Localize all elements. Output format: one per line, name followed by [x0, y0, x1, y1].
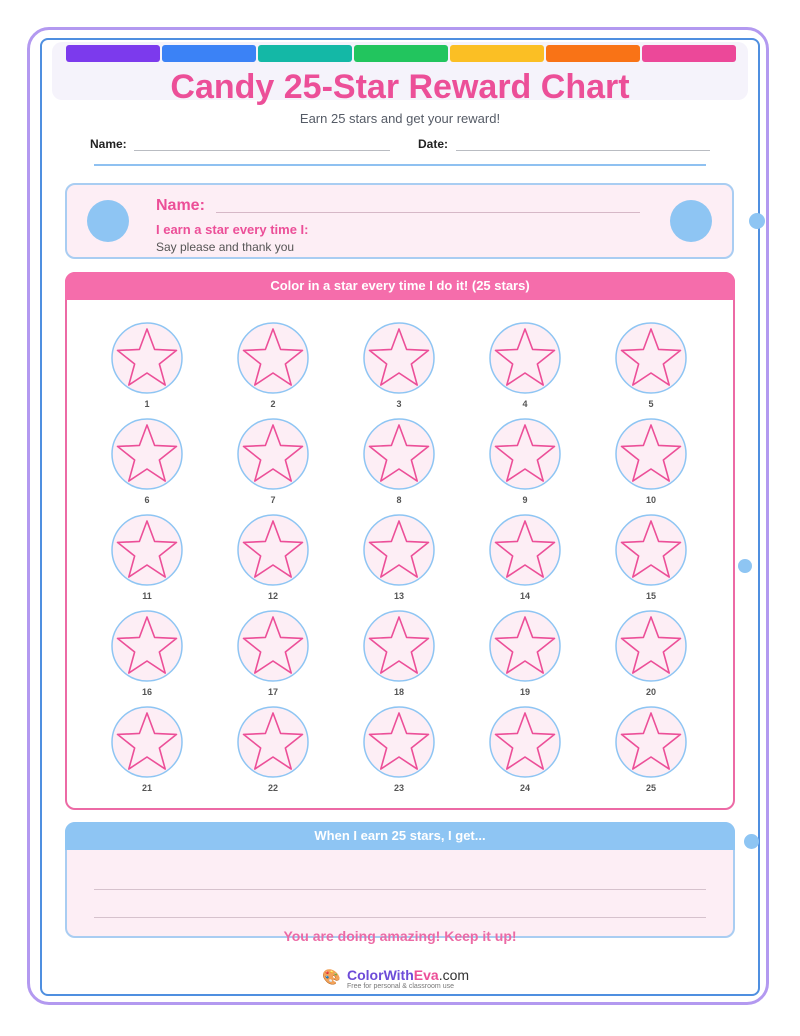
star-circle — [364, 515, 434, 585]
star-slot[interactable] — [611, 513, 691, 601]
star-number: 19 — [519, 687, 530, 697]
star-circle — [364, 611, 434, 681]
star-circle — [112, 611, 182, 681]
star-slot[interactable] — [107, 417, 187, 505]
brand-name: ColorWithEva.com — [347, 967, 470, 983]
star-number: 14 — [519, 591, 530, 601]
star-circle — [238, 611, 308, 681]
star-slot[interactable] — [107, 321, 187, 409]
star-icon — [362, 513, 436, 587]
goal-name-line[interactable] — [216, 212, 640, 213]
star-circle — [112, 515, 182, 585]
star-number: 10 — [645, 495, 656, 505]
date-field-line[interactable] — [456, 150, 710, 151]
side-dot — [744, 834, 759, 849]
star-number: 25 — [645, 783, 656, 793]
star-icon — [236, 609, 310, 683]
star-icon — [110, 609, 184, 683]
star-circle — [490, 611, 560, 681]
star-slot[interactable] — [485, 609, 565, 697]
star-number: 2 — [270, 399, 276, 409]
star-slot[interactable] — [233, 513, 313, 601]
star-icon — [236, 321, 310, 395]
star-icon — [488, 705, 562, 779]
star-slot[interactable] — [485, 321, 565, 409]
star-icon — [110, 513, 184, 587]
reward-write-line[interactable] — [94, 889, 706, 890]
star-icon — [614, 417, 688, 491]
star-icon — [362, 417, 436, 491]
star-number: 16 — [141, 687, 152, 697]
star-slot[interactable] — [611, 705, 691, 793]
star-number: 20 — [645, 687, 656, 697]
star-circle — [112, 419, 182, 489]
rainbow-segment — [642, 45, 736, 62]
star-number: 18 — [393, 687, 404, 697]
star-slot[interactable] — [611, 609, 691, 697]
star-circle — [238, 515, 308, 585]
star-icon — [614, 705, 688, 779]
page-title: Candy 25-Star Reward Chart — [170, 68, 630, 106]
star-icon — [110, 417, 184, 491]
brand-logo[interactable] — [322, 966, 492, 994]
rainbow-segment — [162, 45, 256, 62]
star-circle — [238, 707, 308, 777]
star-number: 1 — [144, 399, 150, 409]
star-icon — [110, 705, 184, 779]
goal-name-label: Name: — [156, 197, 205, 214]
star-number: 8 — [396, 495, 402, 505]
star-circle — [616, 323, 686, 393]
star-number: 6 — [144, 495, 150, 505]
side-dot — [749, 213, 765, 229]
star-icon — [362, 705, 436, 779]
star-circle — [364, 323, 434, 393]
star-icon — [236, 705, 310, 779]
star-circle — [112, 707, 182, 777]
name-field-line[interactable] — [134, 150, 390, 151]
rainbow-segment — [66, 45, 160, 62]
star-number: 17 — [267, 687, 278, 697]
star-slot[interactable] — [233, 705, 313, 793]
star-circle — [490, 323, 560, 393]
goal-card-left-dot — [87, 200, 129, 242]
star-circle — [490, 419, 560, 489]
star-slot[interactable] — [359, 705, 439, 793]
page-subtitle: Earn 25 stars and get your reward! — [299, 111, 501, 126]
rainbow-segment — [546, 45, 640, 62]
star-slot[interactable] — [359, 609, 439, 697]
star-icon — [236, 417, 310, 491]
star-circle — [616, 611, 686, 681]
star-slot[interactable] — [359, 321, 439, 409]
star-number: 3 — [396, 399, 402, 409]
star-number: 15 — [645, 591, 656, 601]
star-number: 9 — [522, 495, 528, 505]
star-icon — [362, 321, 436, 395]
star-slot[interactable] — [107, 513, 187, 601]
star-number: 12 — [267, 591, 278, 601]
star-icon — [614, 513, 688, 587]
rainbow-segment — [450, 45, 544, 62]
star-icon — [110, 321, 184, 395]
stars-heading: Color in a star every time I do it! (25 stars) — [65, 272, 735, 300]
palette-icon: 🎨 — [322, 969, 341, 986]
star-slot[interactable] — [359, 417, 439, 505]
star-icon — [362, 609, 436, 683]
star-number: 7 — [270, 495, 276, 505]
star-circle — [364, 707, 434, 777]
star-slot[interactable] — [485, 417, 565, 505]
goal-earn-label: I earn a star every time I: — [156, 222, 309, 237]
brand-tagline: Free for personal & classroom use — [347, 983, 454, 990]
star-circle — [616, 419, 686, 489]
star-slot[interactable] — [359, 513, 439, 601]
star-icon — [614, 609, 688, 683]
star-number: 22 — [267, 783, 278, 793]
star-slot[interactable] — [233, 609, 313, 697]
star-circle — [490, 515, 560, 585]
star-icon — [236, 513, 310, 587]
star-number: 23 — [393, 783, 404, 793]
star-circle — [616, 707, 686, 777]
goal-earn-value: Say please and thank you — [156, 240, 295, 254]
star-circle — [238, 419, 308, 489]
star-number: 4 — [522, 399, 528, 409]
star-slot[interactable] — [485, 705, 565, 793]
star-number: 11 — [142, 591, 152, 601]
star-icon — [488, 609, 562, 683]
reward-heading: When I earn 25 stars, I get... — [65, 822, 735, 850]
star-slot[interactable] — [233, 321, 313, 409]
star-number: 21 — [141, 783, 152, 793]
star-icon — [488, 321, 562, 395]
star-circle — [238, 323, 308, 393]
star-circle — [490, 707, 560, 777]
rainbow-segment — [354, 45, 448, 62]
encouragement-text: You are doing amazing! Keep it up! — [283, 928, 517, 944]
star-icon — [614, 321, 688, 395]
header-divider — [94, 164, 706, 166]
star-slot[interactable] — [611, 417, 691, 505]
star-slot[interactable] — [233, 417, 313, 505]
star-slot[interactable] — [107, 609, 187, 697]
star-icon — [488, 513, 562, 587]
star-circle — [112, 323, 182, 393]
star-number: 24 — [519, 783, 530, 793]
goal-card-right-dot — [670, 200, 712, 242]
star-slot[interactable] — [107, 705, 187, 793]
star-number: 5 — [648, 399, 654, 409]
star-icon — [488, 417, 562, 491]
rainbow-segment — [258, 45, 352, 62]
star-circle — [364, 419, 434, 489]
star-slot[interactable] — [611, 321, 691, 409]
star-slot[interactable] — [485, 513, 565, 601]
star-circle — [616, 515, 686, 585]
side-dot — [738, 559, 752, 573]
name-field-label: Name: — [90, 137, 127, 151]
rainbow-bar — [66, 45, 736, 62]
reward-write-line[interactable] — [94, 917, 706, 918]
date-field-label: Date: — [418, 137, 449, 151]
star-number: 13 — [393, 591, 404, 601]
